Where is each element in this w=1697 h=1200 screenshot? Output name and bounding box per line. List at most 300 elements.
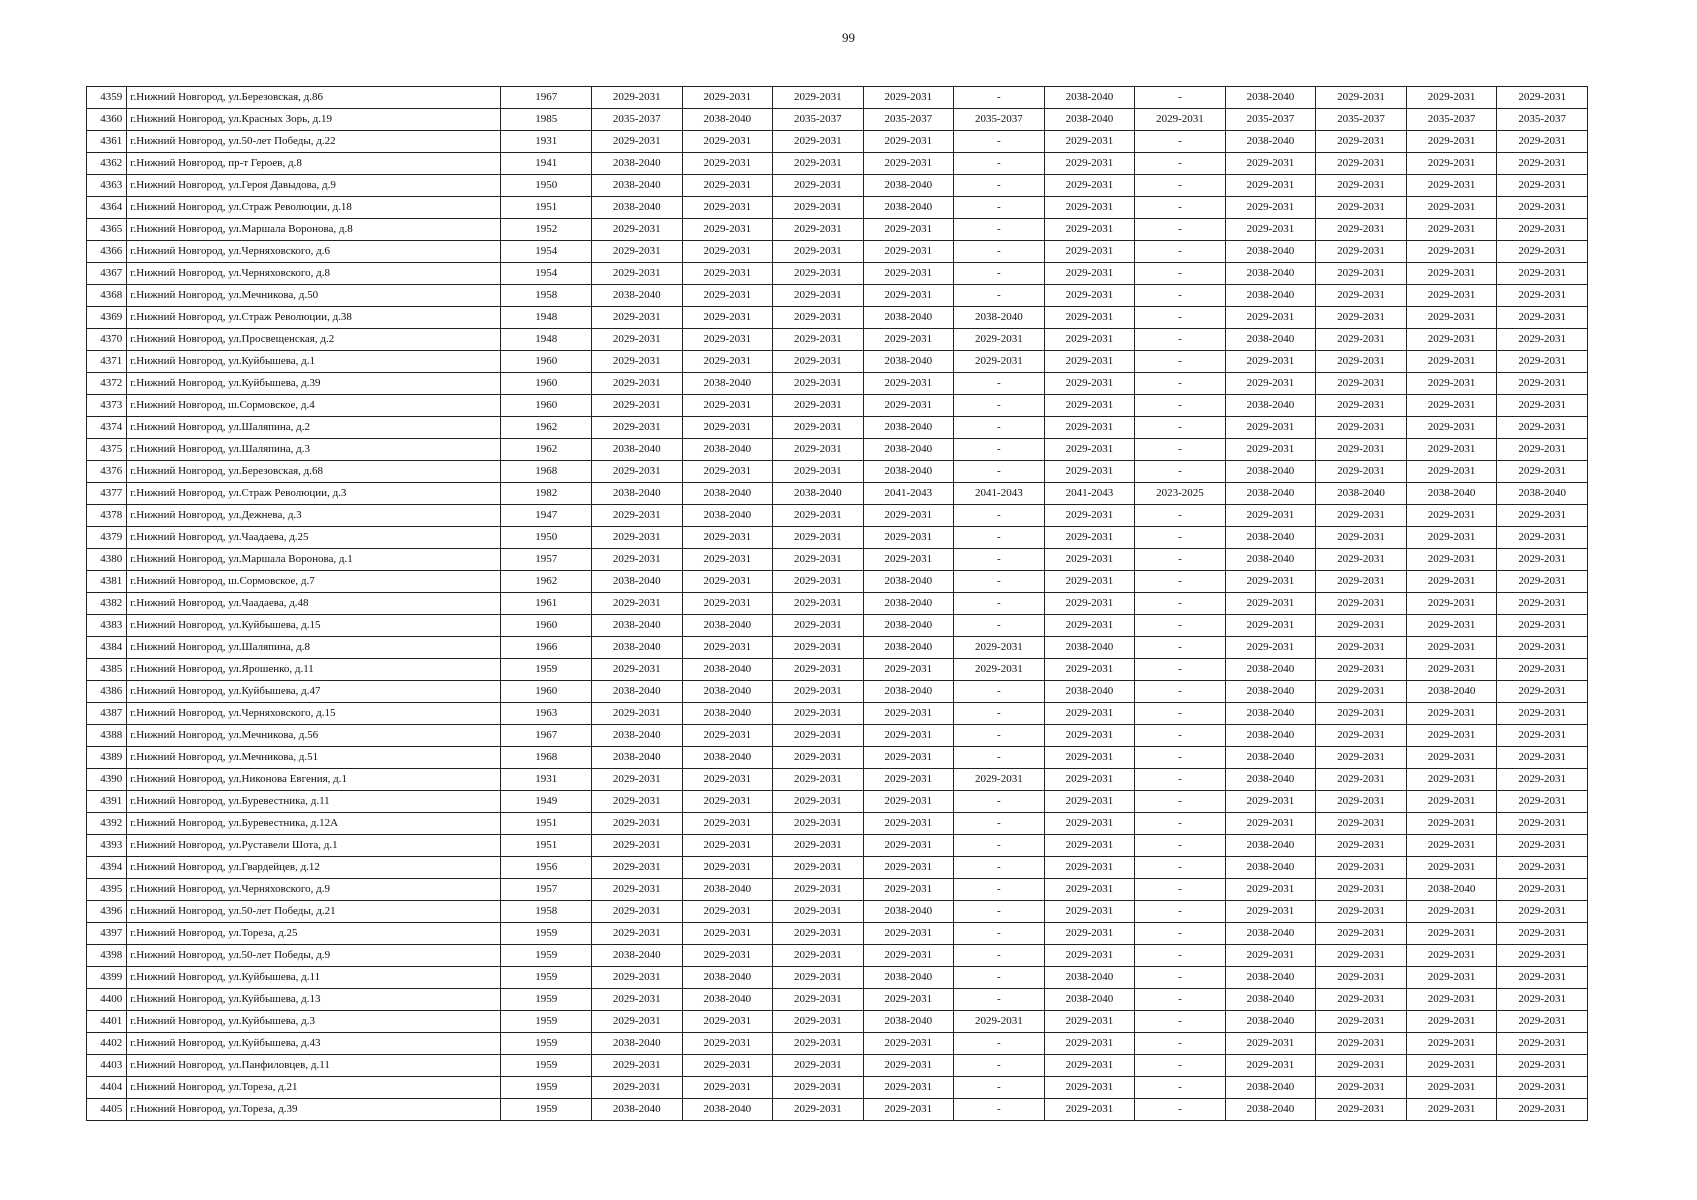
repair-period-cell-8: 2029-2031 (1225, 791, 1316, 813)
repair-period-cell-8: 2038-2040 (1225, 725, 1316, 747)
repair-period-cell-3: 2029-2031 (773, 505, 864, 527)
row-number-cell: 4381 (87, 571, 127, 593)
repair-period-cell-5: 2029-2031 (954, 659, 1045, 681)
repair-period-cell-4: 2038-2040 (863, 439, 954, 461)
repair-period-cell-10: 2029-2031 (1406, 395, 1497, 417)
repair-period-cell-7: - (1135, 879, 1226, 901)
address-cell: г.Нижний Новгород, ул.Тореза, д.39 (127, 1099, 501, 1121)
repair-period-cell-8: 2029-2031 (1225, 197, 1316, 219)
repair-period-cell-8: 2038-2040 (1225, 1077, 1316, 1099)
repair-period-cell-11: 2029-2031 (1497, 131, 1588, 153)
repair-period-cell-8: 2038-2040 (1225, 285, 1316, 307)
address-cell: г.Нижний Новгород, пр-т Героев, д.8 (127, 153, 501, 175)
repair-period-cell-7: - (1135, 549, 1226, 571)
repair-period-cell-1: 2038-2040 (592, 1099, 683, 1121)
repair-period-cell-6: 2029-2031 (1044, 197, 1135, 219)
repair-period-cell-5: - (954, 615, 1045, 637)
repair-period-cell-4: 2029-2031 (863, 857, 954, 879)
repair-period-cell-9: 2029-2031 (1316, 241, 1407, 263)
repair-period-cell-2: 2029-2031 (682, 197, 773, 219)
repair-period-cell-7: - (1135, 527, 1226, 549)
repair-period-cell-8: 2038-2040 (1225, 461, 1316, 483)
repair-period-cell-4: 2029-2031 (863, 791, 954, 813)
repair-period-cell-6: 2029-2031 (1044, 571, 1135, 593)
repair-period-cell-11: 2029-2031 (1497, 945, 1588, 967)
repair-period-cell-7: - (1135, 747, 1226, 769)
housing-register-table (86, 86, 1588, 1121)
repair-period-cell-1: 2038-2040 (592, 1033, 683, 1055)
repair-period-cell-7: - (1135, 285, 1226, 307)
repair-period-cell-2: 2029-2031 (682, 175, 773, 197)
repair-period-cell-10: 2029-2031 (1406, 505, 1497, 527)
repair-period-cell-9: 2029-2031 (1316, 131, 1407, 153)
year-built-cell: 1962 (501, 417, 592, 439)
address-cell: г.Нижний Новгород, ш.Сормовское, д.7 (127, 571, 501, 593)
repair-period-cell-5: - (954, 945, 1045, 967)
repair-period-cell-9: 2029-2031 (1316, 219, 1407, 241)
repair-period-cell-5: 2035-2037 (954, 109, 1045, 131)
repair-period-cell-2: 2029-2031 (682, 593, 773, 615)
repair-period-cell-11: 2029-2031 (1497, 285, 1588, 307)
repair-period-cell-5: - (954, 791, 1045, 813)
repair-period-cell-9: 2029-2031 (1316, 395, 1407, 417)
repair-period-cell-1: 2029-2031 (592, 263, 683, 285)
repair-period-cell-3: 2029-2031 (773, 197, 864, 219)
address-cell: г.Нижний Новгород, ул.Страж Революции, д.38 (127, 307, 501, 329)
repair-period-cell-4: 2038-2040 (863, 967, 954, 989)
repair-period-cell-6: 2029-2031 (1044, 857, 1135, 879)
address-cell: г.Нижний Новгород, ул.Чаадаева, д.48 (127, 593, 501, 615)
year-built-cell: 1948 (501, 307, 592, 329)
repair-period-cell-5: - (954, 1077, 1045, 1099)
repair-period-cell-10: 2029-2031 (1406, 791, 1497, 813)
repair-period-cell-10: 2029-2031 (1406, 813, 1497, 835)
row-number-cell: 4390 (87, 769, 127, 791)
repair-period-cell-2: 2029-2031 (682, 549, 773, 571)
row-number-cell: 4374 (87, 417, 127, 439)
repair-period-cell-8: 2038-2040 (1225, 681, 1316, 703)
repair-period-cell-2: 2029-2031 (682, 923, 773, 945)
repair-period-cell-4: 2029-2031 (863, 923, 954, 945)
table-row (87, 725, 1588, 747)
repair-period-cell-3: 2029-2031 (773, 329, 864, 351)
address-cell: г.Нижний Новгород, ул.Тореза, д.21 (127, 1077, 501, 1099)
repair-period-cell-6: 2029-2031 (1044, 901, 1135, 923)
repair-period-cell-1: 2029-2031 (592, 351, 683, 373)
row-number-cell: 4368 (87, 285, 127, 307)
row-number-cell: 4359 (87, 87, 127, 109)
repair-period-cell-1: 2029-2031 (592, 835, 683, 857)
repair-period-cell-4: 2029-2031 (863, 747, 954, 769)
repair-period-cell-5: - (954, 747, 1045, 769)
repair-period-cell-7: - (1135, 813, 1226, 835)
repair-period-cell-4: 2038-2040 (863, 1011, 954, 1033)
repair-period-cell-5: - (954, 505, 1045, 527)
repair-period-cell-3: 2029-2031 (773, 373, 864, 395)
repair-period-cell-6: 2029-2031 (1044, 747, 1135, 769)
repair-period-cell-9: 2029-2031 (1316, 505, 1407, 527)
address-cell: г.Нижний Новгород, ул.Панфиловцев, д.11 (127, 1055, 501, 1077)
repair-period-cell-10: 2029-2031 (1406, 153, 1497, 175)
repair-period-cell-8: 2029-2031 (1225, 593, 1316, 615)
row-number-cell: 4379 (87, 527, 127, 549)
repair-period-cell-2: 2029-2031 (682, 835, 773, 857)
repair-period-cell-10: 2029-2031 (1406, 131, 1497, 153)
repair-period-cell-6: 2029-2031 (1044, 593, 1135, 615)
repair-period-cell-1: 2038-2040 (592, 175, 683, 197)
repair-period-cell-3: 2029-2031 (773, 461, 864, 483)
repair-period-cell-6: 2029-2031 (1044, 945, 1135, 967)
repair-period-cell-8: 2029-2031 (1225, 615, 1316, 637)
repair-period-cell-1: 2029-2031 (592, 857, 683, 879)
repair-period-cell-5: - (954, 857, 1045, 879)
repair-period-cell-10: 2029-2031 (1406, 439, 1497, 461)
repair-period-cell-6: 2029-2031 (1044, 175, 1135, 197)
repair-period-cell-6: 2029-2031 (1044, 659, 1135, 681)
table-row (87, 87, 1588, 109)
repair-period-cell-4: 2038-2040 (863, 197, 954, 219)
repair-period-cell-2: 2038-2040 (682, 703, 773, 725)
address-cell: г.Нижний Новгород, ул.Черняховского, д.15 (127, 703, 501, 725)
repair-period-cell-4: 2029-2031 (863, 241, 954, 263)
repair-period-cell-6: 2029-2031 (1044, 1077, 1135, 1099)
repair-period-cell-6: 2029-2031 (1044, 769, 1135, 791)
repair-period-cell-11: 2029-2031 (1497, 505, 1588, 527)
year-built-cell: 1951 (501, 835, 592, 857)
repair-period-cell-11: 2029-2031 (1497, 967, 1588, 989)
repair-period-cell-7: - (1135, 637, 1226, 659)
repair-period-cell-9: 2029-2031 (1316, 703, 1407, 725)
repair-period-cell-2: 2029-2031 (682, 241, 773, 263)
repair-period-cell-3: 2029-2031 (773, 747, 864, 769)
repair-period-cell-1: 2038-2040 (592, 637, 683, 659)
table-row (87, 197, 1588, 219)
row-number-cell: 4376 (87, 461, 127, 483)
year-built-cell: 1947 (501, 505, 592, 527)
table-row (87, 549, 1588, 571)
repair-period-cell-7: - (1135, 1055, 1226, 1077)
table-row (87, 417, 1588, 439)
table-row (87, 109, 1588, 131)
repair-period-cell-2: 2029-2031 (682, 571, 773, 593)
repair-period-cell-1: 2029-2031 (592, 1077, 683, 1099)
address-cell: г.Нижний Новгород, ул.Гвардейцев, д.12 (127, 857, 501, 879)
repair-period-cell-8: 2038-2040 (1225, 747, 1316, 769)
repair-period-cell-3: 2029-2031 (773, 131, 864, 153)
repair-period-cell-4: 2029-2031 (863, 879, 954, 901)
table-row (87, 219, 1588, 241)
repair-period-cell-3: 2029-2031 (773, 527, 864, 549)
repair-period-cell-11: 2029-2031 (1497, 1055, 1588, 1077)
repair-period-cell-4: 2035-2037 (863, 109, 954, 131)
repair-period-cell-9: 2029-2031 (1316, 1077, 1407, 1099)
repair-period-cell-3: 2029-2031 (773, 769, 864, 791)
address-cell: г.Нижний Новгород, ул.Шаляпина, д.3 (127, 439, 501, 461)
repair-period-cell-11: 2029-2031 (1497, 87, 1588, 109)
repair-period-cell-1: 2029-2031 (592, 307, 683, 329)
repair-period-cell-3: 2029-2031 (773, 791, 864, 813)
repair-period-cell-3: 2029-2031 (773, 1055, 864, 1077)
repair-period-cell-6: 2038-2040 (1044, 681, 1135, 703)
address-cell: г.Нижний Новгород, ул.Куйбышева, д.13 (127, 989, 501, 1011)
repair-period-cell-4: 2038-2040 (863, 615, 954, 637)
repair-period-cell-4: 2038-2040 (863, 901, 954, 923)
repair-period-cell-11: 2029-2031 (1497, 659, 1588, 681)
repair-period-cell-9: 2029-2031 (1316, 879, 1407, 901)
repair-period-cell-4: 2029-2031 (863, 219, 954, 241)
repair-period-cell-4: 2038-2040 (863, 571, 954, 593)
repair-period-cell-5: - (954, 527, 1045, 549)
repair-period-cell-11: 2029-2031 (1497, 857, 1588, 879)
repair-period-cell-2: 2029-2031 (682, 153, 773, 175)
repair-period-cell-6: 2029-2031 (1044, 241, 1135, 263)
repair-period-cell-2: 2029-2031 (682, 857, 773, 879)
table-row (87, 813, 1588, 835)
address-cell: г.Нижний Новгород, ул.Куйбышева, д.15 (127, 615, 501, 637)
address-cell: г.Нижний Новгород, ул.Березовская, д.86 (127, 87, 501, 109)
repair-period-cell-4: 2029-2031 (863, 703, 954, 725)
row-number-cell: 4363 (87, 175, 127, 197)
repair-period-cell-5: - (954, 835, 1045, 857)
table-row (87, 175, 1588, 197)
year-built-cell: 1959 (501, 967, 592, 989)
table-row (87, 527, 1588, 549)
row-number-cell: 4397 (87, 923, 127, 945)
address-cell: г.Нижний Новгород, ул.Просвещенская, д.2 (127, 329, 501, 351)
repair-period-cell-8: 2029-2031 (1225, 175, 1316, 197)
repair-period-cell-9: 2029-2031 (1316, 747, 1407, 769)
row-number-cell: 4388 (87, 725, 127, 747)
repair-period-cell-10: 2029-2031 (1406, 989, 1497, 1011)
address-cell: г.Нижний Новгород, ул.Куйбышева, д.11 (127, 967, 501, 989)
year-built-cell: 1959 (501, 923, 592, 945)
repair-period-cell-10: 2029-2031 (1406, 197, 1497, 219)
repair-period-cell-9: 2029-2031 (1316, 307, 1407, 329)
repair-period-cell-5: - (954, 285, 1045, 307)
table-row (87, 131, 1588, 153)
year-built-cell: 1956 (501, 857, 592, 879)
repair-period-cell-7: - (1135, 241, 1226, 263)
repair-period-cell-2: 2029-2031 (682, 791, 773, 813)
repair-period-cell-6: 2029-2031 (1044, 703, 1135, 725)
repair-period-cell-7: - (1135, 153, 1226, 175)
repair-period-cell-7: - (1135, 571, 1226, 593)
repair-period-cell-2: 2029-2031 (682, 1033, 773, 1055)
repair-period-cell-8: 2038-2040 (1225, 703, 1316, 725)
repair-period-cell-9: 2029-2031 (1316, 87, 1407, 109)
repair-period-cell-10: 2029-2031 (1406, 285, 1497, 307)
address-cell: г.Нижний Новгород, ул.Никонова Евгения, д.1 (127, 769, 501, 791)
repair-period-cell-10: 2029-2031 (1406, 703, 1497, 725)
table-row (87, 637, 1588, 659)
repair-period-cell-2: 2029-2031 (682, 1077, 773, 1099)
repair-period-cell-2: 2038-2040 (682, 373, 773, 395)
repair-period-cell-4: 2029-2031 (863, 725, 954, 747)
repair-period-cell-5: - (954, 813, 1045, 835)
table-row (87, 615, 1588, 637)
repair-period-cell-8: 2038-2040 (1225, 835, 1316, 857)
row-number-cell: 4377 (87, 483, 127, 505)
row-number-cell: 4400 (87, 989, 127, 1011)
year-built-cell: 1960 (501, 681, 592, 703)
repair-period-cell-1: 2038-2040 (592, 153, 683, 175)
repair-period-cell-9: 2029-2031 (1316, 439, 1407, 461)
repair-period-cell-10: 2029-2031 (1406, 1055, 1497, 1077)
row-number-cell: 4382 (87, 593, 127, 615)
row-number-cell: 4367 (87, 263, 127, 285)
repair-period-cell-7: - (1135, 593, 1226, 615)
repair-period-cell-11: 2029-2031 (1497, 593, 1588, 615)
row-number-cell: 4360 (87, 109, 127, 131)
repair-period-cell-9: 2029-2031 (1316, 659, 1407, 681)
table-row (87, 989, 1588, 1011)
table-body (87, 87, 1588, 1121)
table-row (87, 857, 1588, 879)
year-built-cell: 1959 (501, 1099, 592, 1121)
repair-period-cell-11: 2035-2037 (1497, 109, 1588, 131)
year-built-cell: 1960 (501, 615, 592, 637)
repair-period-cell-1: 2038-2040 (592, 945, 683, 967)
row-number-cell: 4365 (87, 219, 127, 241)
repair-period-cell-4: 2029-2031 (863, 285, 954, 307)
repair-period-cell-10: 2029-2031 (1406, 263, 1497, 285)
repair-period-cell-1: 2029-2031 (592, 131, 683, 153)
repair-period-cell-3: 2029-2031 (773, 659, 864, 681)
repair-period-cell-8: 2029-2031 (1225, 571, 1316, 593)
row-number-cell: 4378 (87, 505, 127, 527)
year-built-cell: 1962 (501, 439, 592, 461)
repair-period-cell-5: - (954, 681, 1045, 703)
year-built-cell: 1985 (501, 109, 592, 131)
row-number-cell: 4394 (87, 857, 127, 879)
year-built-cell: 1954 (501, 263, 592, 285)
repair-period-cell-9: 2029-2031 (1316, 1099, 1407, 1121)
repair-period-cell-9: 2029-2031 (1316, 373, 1407, 395)
repair-period-cell-11: 2029-2031 (1497, 703, 1588, 725)
repair-period-cell-10: 2038-2040 (1406, 483, 1497, 505)
repair-period-cell-1: 2029-2031 (592, 219, 683, 241)
year-built-cell: 1950 (501, 175, 592, 197)
repair-period-cell-9: 2029-2031 (1316, 417, 1407, 439)
repair-period-cell-6: 2029-2031 (1044, 813, 1135, 835)
repair-period-cell-5: - (954, 263, 1045, 285)
repair-period-cell-2: 2029-2031 (682, 307, 773, 329)
repair-period-cell-3: 2029-2031 (773, 703, 864, 725)
repair-period-cell-11: 2029-2031 (1497, 329, 1588, 351)
row-number-cell: 4380 (87, 549, 127, 571)
repair-period-cell-10: 2029-2031 (1406, 241, 1497, 263)
repair-period-cell-7: - (1135, 329, 1226, 351)
repair-period-cell-5: - (954, 725, 1045, 747)
row-number-cell: 4364 (87, 197, 127, 219)
repair-period-cell-11: 2029-2031 (1497, 835, 1588, 857)
repair-period-cell-4: 2038-2040 (863, 593, 954, 615)
row-number-cell: 4396 (87, 901, 127, 923)
repair-period-cell-1: 2029-2031 (592, 241, 683, 263)
repair-period-cell-11: 2029-2031 (1497, 615, 1588, 637)
repair-period-cell-8: 2038-2040 (1225, 857, 1316, 879)
repair-period-cell-8: 2029-2031 (1225, 1055, 1316, 1077)
repair-period-cell-6: 2038-2040 (1044, 637, 1135, 659)
repair-period-cell-2: 2038-2040 (682, 967, 773, 989)
table-row (87, 681, 1588, 703)
row-number-cell: 4366 (87, 241, 127, 263)
address-cell: г.Нижний Новгород, ул.Черняховского, д.6 (127, 241, 501, 263)
year-built-cell: 1931 (501, 769, 592, 791)
repair-period-cell-8: 2029-2031 (1225, 945, 1316, 967)
repair-period-cell-9: 2029-2031 (1316, 835, 1407, 857)
repair-period-cell-2: 2029-2031 (682, 417, 773, 439)
repair-period-cell-10: 2029-2031 (1406, 527, 1497, 549)
repair-period-cell-6: 2029-2031 (1044, 923, 1135, 945)
repair-period-cell-7: - (1135, 989, 1226, 1011)
repair-period-cell-4: 2029-2031 (863, 131, 954, 153)
repair-period-cell-8: 2038-2040 (1225, 527, 1316, 549)
repair-period-cell-5: - (954, 1099, 1045, 1121)
repair-period-cell-4: 2029-2031 (863, 527, 954, 549)
address-cell: г.Нижний Новгород, ул.Страж Революции, д.3 (127, 483, 501, 505)
table-row (87, 461, 1588, 483)
repair-period-cell-6: 2029-2031 (1044, 725, 1135, 747)
repair-period-cell-11: 2029-2031 (1497, 923, 1588, 945)
repair-period-cell-11: 2029-2031 (1497, 549, 1588, 571)
table-row (87, 1055, 1588, 1077)
repair-period-cell-9: 2029-2031 (1316, 197, 1407, 219)
repair-period-cell-1: 2038-2040 (592, 681, 683, 703)
repair-period-cell-8: 2029-2031 (1225, 373, 1316, 395)
repair-period-cell-8: 2029-2031 (1225, 637, 1316, 659)
table-row (87, 1033, 1588, 1055)
repair-period-cell-8: 2029-2031 (1225, 813, 1316, 835)
repair-period-cell-10: 2029-2031 (1406, 175, 1497, 197)
repair-period-cell-1: 2038-2040 (592, 725, 683, 747)
repair-period-cell-8: 2038-2040 (1225, 329, 1316, 351)
repair-period-cell-3: 2029-2031 (773, 1011, 864, 1033)
repair-period-cell-7: - (1135, 835, 1226, 857)
year-built-cell: 1951 (501, 197, 592, 219)
repair-period-cell-1: 2029-2031 (592, 989, 683, 1011)
repair-period-cell-9: 2029-2031 (1316, 461, 1407, 483)
address-cell: г.Нижний Новгород, ул.Чаадаева, д.25 (127, 527, 501, 549)
year-built-cell: 1954 (501, 241, 592, 263)
repair-period-cell-3: 2029-2031 (773, 813, 864, 835)
repair-period-cell-11: 2029-2031 (1497, 681, 1588, 703)
repair-period-cell-8: 2038-2040 (1225, 263, 1316, 285)
page-number: 99 (842, 30, 855, 45)
repair-period-cell-4: 2029-2031 (863, 549, 954, 571)
repair-period-cell-2: 2029-2031 (682, 725, 773, 747)
repair-period-cell-3: 2029-2031 (773, 1077, 864, 1099)
repair-period-cell-3: 2029-2031 (773, 989, 864, 1011)
repair-period-cell-2: 2038-2040 (682, 1099, 773, 1121)
repair-period-cell-10: 2029-2031 (1406, 615, 1497, 637)
year-built-cell: 1967 (501, 725, 592, 747)
address-cell: г.Нижний Новгород, ул.50-лет Победы, д.21 (127, 901, 501, 923)
repair-period-cell-3: 2029-2031 (773, 593, 864, 615)
repair-period-cell-1: 2029-2031 (592, 395, 683, 417)
row-number-cell: 4389 (87, 747, 127, 769)
table-row (87, 879, 1588, 901)
year-built-cell: 1941 (501, 153, 592, 175)
repair-period-cell-6: 2029-2031 (1044, 153, 1135, 175)
address-cell: г.Нижний Новгород, ул.Березовская, д.68 (127, 461, 501, 483)
repair-period-cell-3: 2029-2031 (773, 945, 864, 967)
repair-period-cell-2: 2038-2040 (682, 879, 773, 901)
year-built-cell: 1960 (501, 373, 592, 395)
repair-period-cell-11: 2029-2031 (1497, 153, 1588, 175)
year-built-cell: 1962 (501, 571, 592, 593)
repair-period-cell-9: 2029-2031 (1316, 967, 1407, 989)
